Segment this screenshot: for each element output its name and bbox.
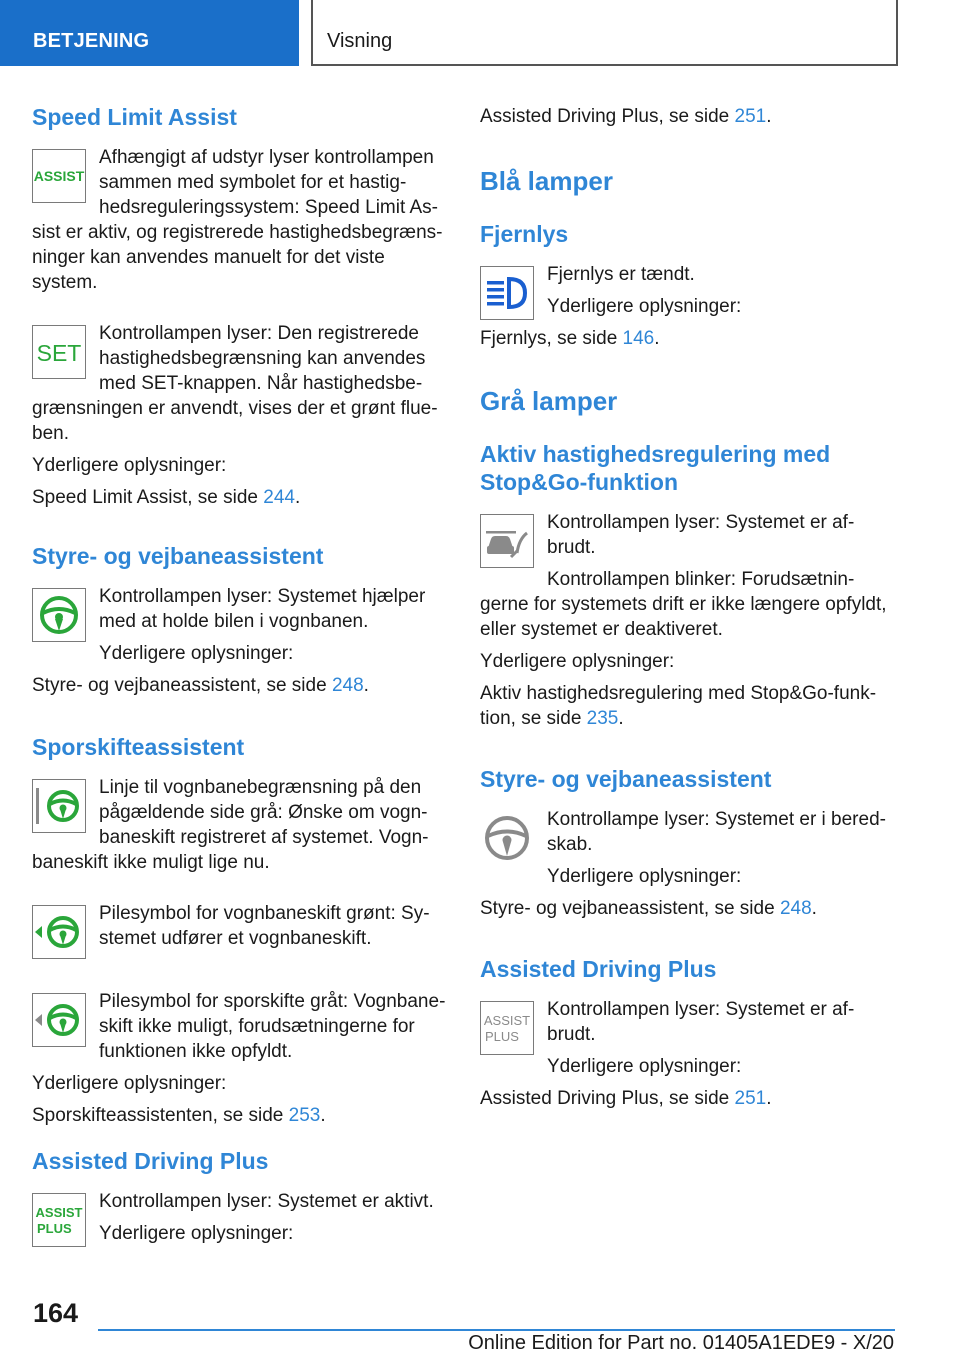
section-tab [0,0,299,66]
svg-text:PLUS: PLUS [37,1221,72,1236]
page-link[interactable]: 248 [779,898,812,919]
chapter-heading: Grå lamper [480,386,618,416]
adp-description: Kontrollampen lyser: Systemet er aktivt. [99,1191,434,1212]
section-heading: Styre- og vejbaneassistent [32,543,324,569]
footer-divider [98,1329,895,1331]
lane-change-arrow-green-icon [32,905,86,959]
svg-text:ASSIST: ASSIST [35,1205,83,1220]
speed-limit-description: Afhængigt af udstyr lyser kontrollampen sammen med symbolet for et hastighedsreguleringssystem: Speed Limit Assist er aktiv, og registrerede hastighedsbegrænsninger kan anvendes manuelt for det viste system. [32,147,443,293]
high-beam-icon [480,266,534,320]
page-number: 164 [33,1298,79,1328]
lane-line-grey-icon [32,779,86,833]
arrow-green-description: Pilesymbol for vognbaneskift grønt: Systemet udfører et vognbaneskift. [99,903,430,949]
more-info-label: Yderligere oplysninger: [32,1073,227,1094]
more-info-label: Yderligere oplysninger: [99,1223,294,1244]
assisted-driving-plus-section [32,1147,447,1251]
speed-limit-assist-section [32,103,447,510]
steering-standby-description: Kontrollampe lyser: Systemet er i beredskab. [547,809,886,855]
svg-text:PLUS: PLUS [485,1029,519,1044]
lane-change-assistant-section [32,733,447,1128]
set-description: Kontrollampen lyser: Den registrerede hastighedsbegrænsning kan anvendes med SET-knappen. Når hastighedsbegrænsningen er anvendt, vises der et grønt flueben. [32,323,438,444]
page-link[interactable]: 235 [586,708,619,729]
assist-indicator-icon [32,149,86,203]
more-info-label: Yderligere oplysninger: [547,296,742,317]
cross-reference: Styre- og vejbaneassistent, se side 248. [480,898,817,919]
grey-lamps-section [480,386,895,731]
page-link[interactable]: 146 [622,328,655,349]
adp-continued [480,104,895,129]
svg-text:SET: SET [36,340,82,366]
section-heading: Assisted Driving Plus [32,1148,269,1174]
section-heading: Speed Limit Assist [32,104,237,130]
page-link[interactable]: 251 [734,106,767,127]
svg-text:ASSIST: ASSIST [33,168,85,184]
blue-lamps-section [480,166,895,351]
arrow-grey-description: Pilesymbol for sporskifte gråt: Vognbaneskift ikke muligt, forudsætningerne for funktionen ikke opfyldt. [99,991,446,1062]
assist-plus-grey-icon [480,1001,534,1055]
page-link[interactable]: 253 [288,1105,321,1126]
section-heading: Sporskifteassistent [32,734,245,760]
cross-reference: Styre- og vejbaneassistent, se side 248. [32,675,369,696]
lane-change-arrow-grey-icon [32,993,86,1047]
steering-wheel-grey-icon [480,811,534,865]
cross-reference: Assisted Driving Plus, se side 251. [480,1088,772,1109]
section-heading: Aktiv hastighedsregulering med Stop&Go-funktion [480,441,831,495]
subsection-label: Visning [327,30,393,52]
more-info-label: Yderligere oplysninger: [547,866,742,887]
steering-wheel-green-icon [32,588,86,642]
steering-description: Kontrollampen lyser: Systemet hjælper med at holde bilen i vognbanen. [99,586,426,632]
cross-reference: Assisted Driving Plus, se side 251. [480,106,772,127]
page-link[interactable]: 248 [331,675,364,696]
subsection-tab [311,0,898,66]
acc-blink-description: Kontrollampen blinker: Forudsætningerne for systemets drift er ikke længere opfyldt, eller systemet er deaktiveret. [480,569,887,640]
svg-text:ASSIST: ASSIST [483,1013,531,1028]
section-heading: Assisted Driving Plus [480,956,717,982]
assist-plus-green-icon [32,1193,86,1247]
cross-reference: Fjernlys, se side 146. [480,328,660,349]
page-link[interactable]: 251 [734,1088,767,1109]
cross-reference: Aktiv hastighedsregulering med Stop&Go-funktion, se side 235. [480,683,877,729]
more-info-label: Yderligere oplysninger: [547,1056,742,1077]
chapter-heading: Blå lamper [480,166,613,196]
more-info-label: Yderligere oplysninger: [480,651,675,672]
acc-car-grey-icon [480,514,534,568]
steering-assistant-standby-section [480,765,895,921]
section-heading: Fjernlys [480,221,569,247]
steering-assistant-section [32,542,447,698]
lane-line-description: Linje til vognbanebegrænsning på den pågældende side grå: Ønske om vognbaneskift registreret af systemet. Vognbaneskift ikke muligt lige nu. [32,777,429,873]
acc-description: Kontrollampen lyser: Systemet er afbrudt. [547,512,855,558]
more-info-label: Yderligere oplysninger: [99,643,294,664]
cross-reference: Sporskifteassistenten, se side 253. [32,1105,326,1126]
assisted-driving-plus-grey-section [480,955,895,1111]
edition-note: Online Edition for Part no. 01405A1EDE9 - X/20 [468,1332,894,1354]
section-label: BETJENING [33,30,150,52]
more-info-label: Yderligere oplysninger: [32,455,227,476]
section-heading: Styre- og vejbaneassistent [480,766,772,792]
page-link[interactable]: 244 [263,487,295,508]
high-beam-description: Fjernlys er tændt. [547,264,695,285]
cross-reference: Speed Limit Assist, se side 244. [32,487,301,508]
adp-grey-description: Kontrollampen lyser: Systemet er afbrudt. [547,999,855,1045]
set-indicator-icon [32,325,86,379]
